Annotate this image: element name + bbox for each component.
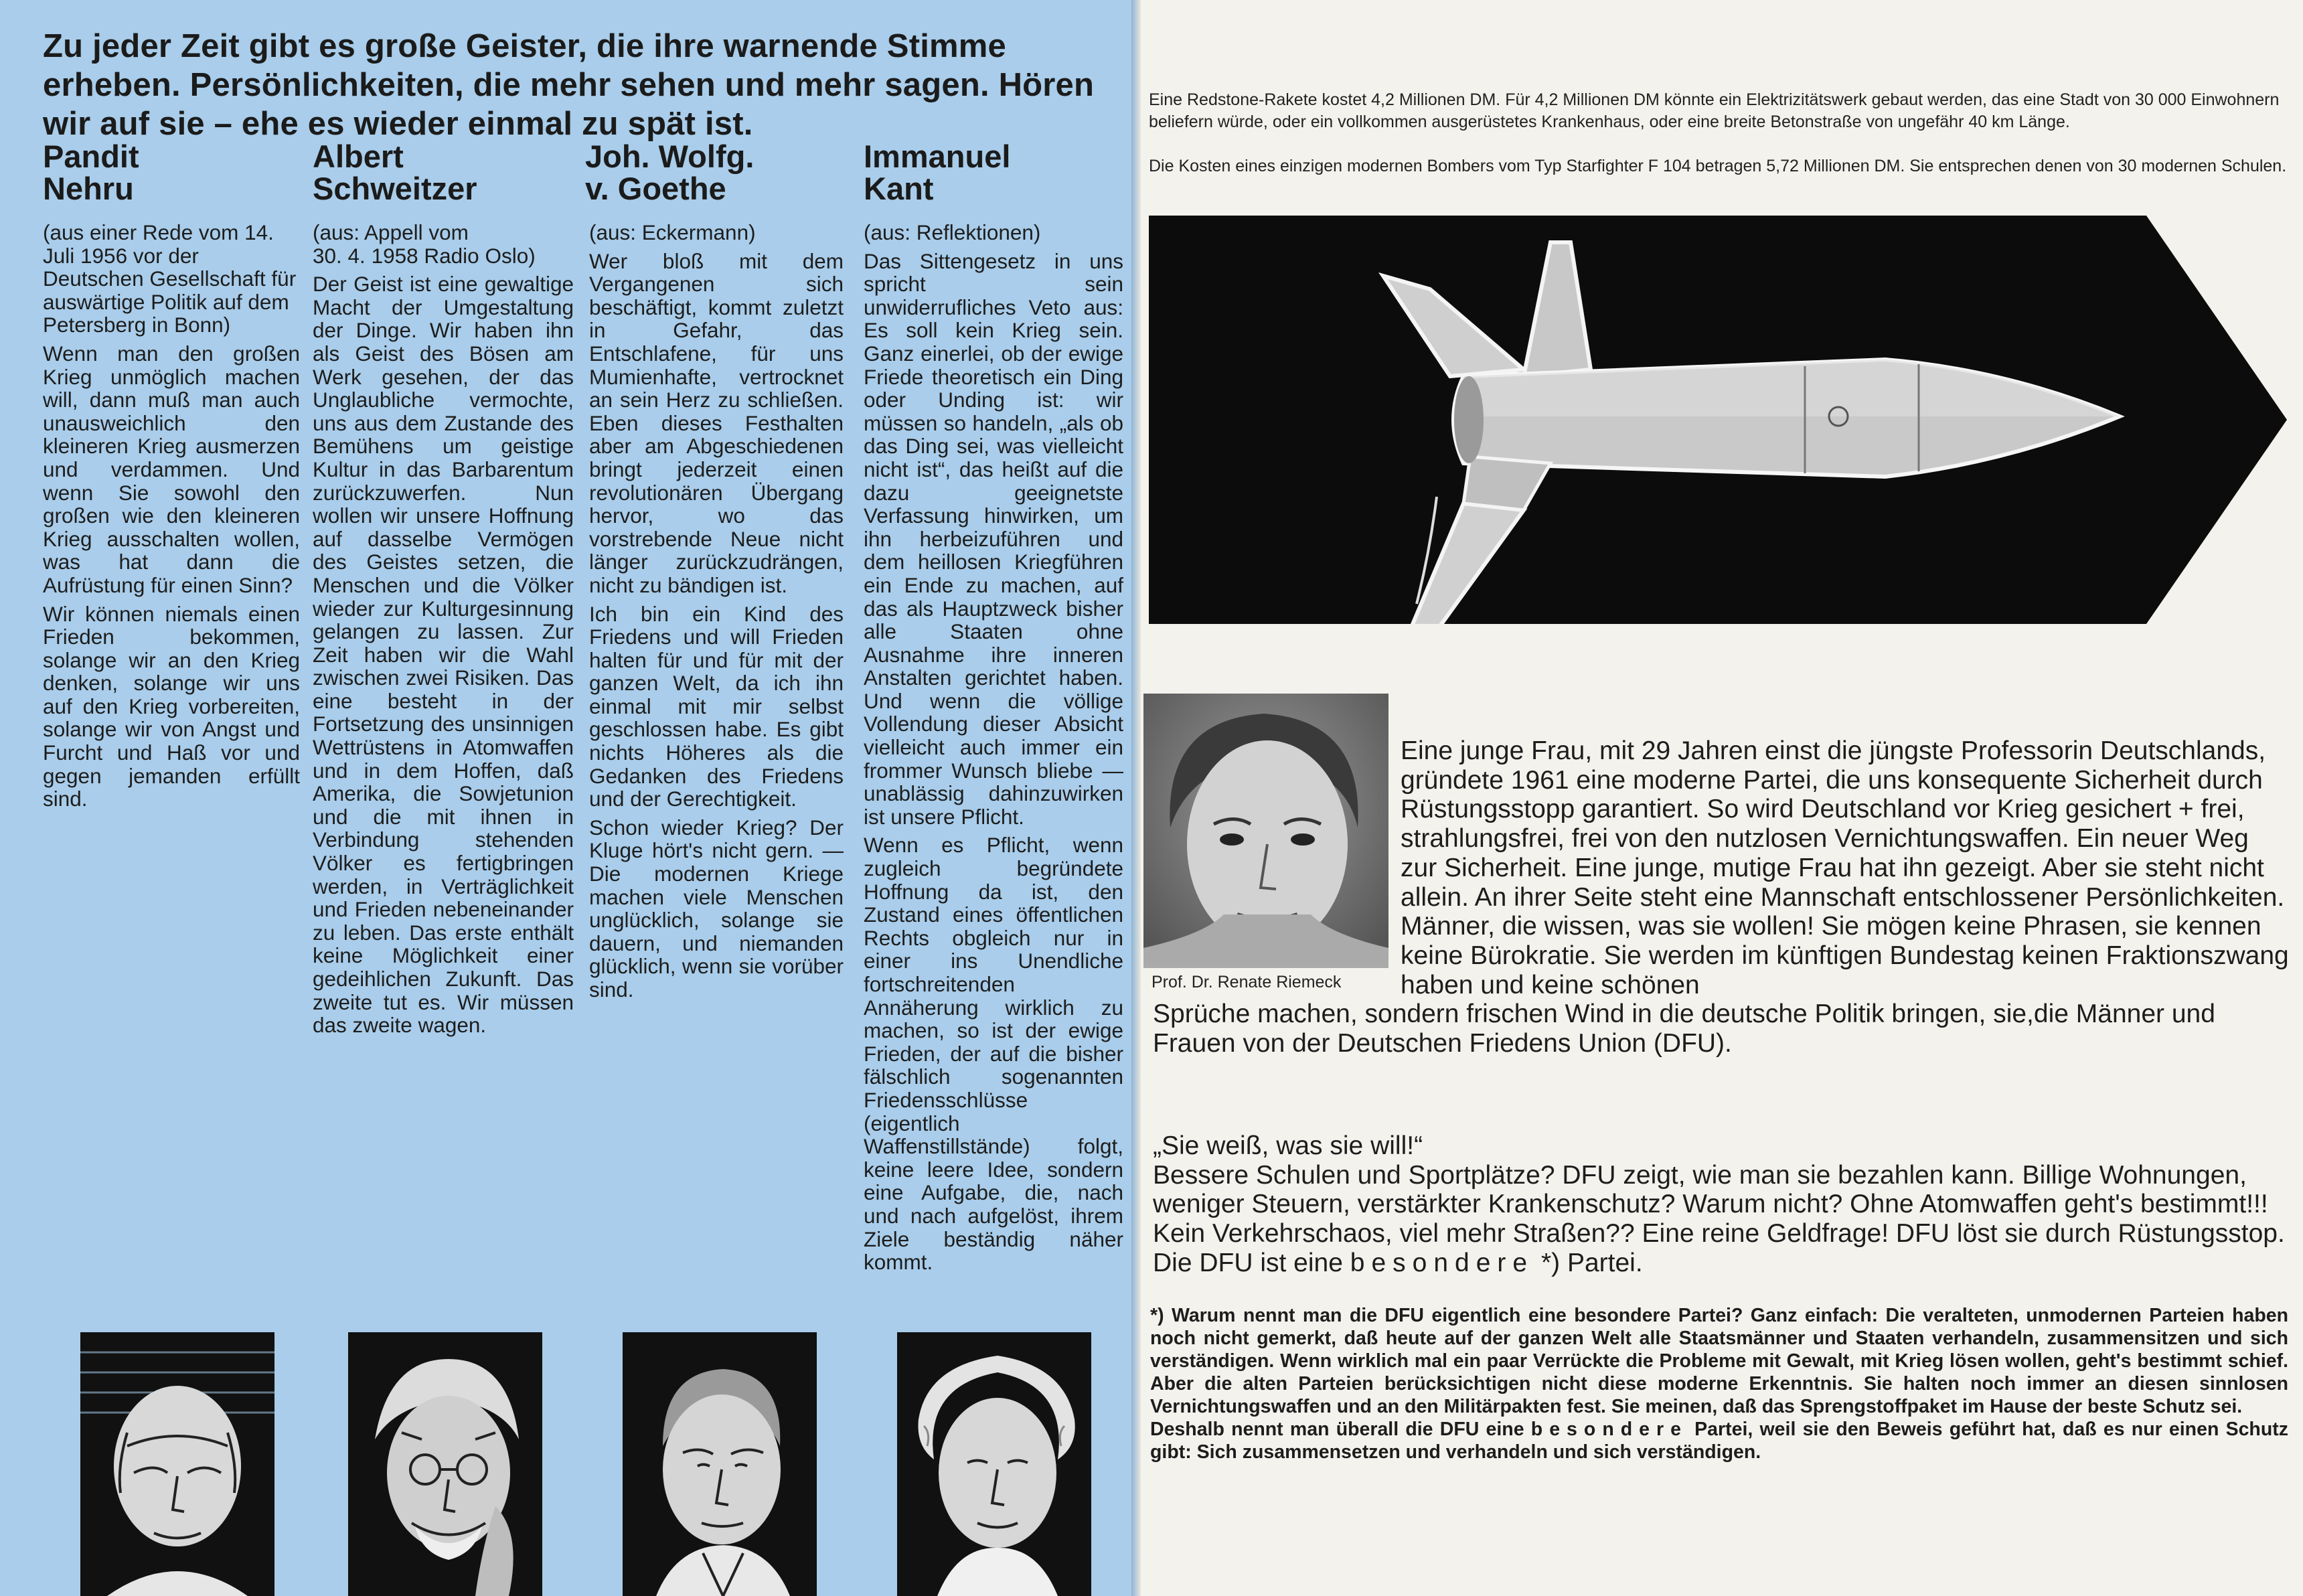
slogan-block — [1153, 1131, 2291, 1278]
source-nehru: (aus einer Rede vom 14. Juli 1956 vor der Deutschen Gesellschaft für auswärtige Politik auf dem Petersberg in Bonn) — [43, 220, 297, 337]
quote-paragraph: Wer bloß mit dem Vergangenen sich beschäftigt, kommt zuletzt in Gefahr, das Entschlafene, für uns Mumienhafte, vertrocknet an sein Herz zu schließen. Eben dieses Festhalten aber am Abgeschiedenen bringt jederzeit einen revolutionären Übergang hervor, wo das vorstrebende Neue nicht länger zurückzudrängen, nicht zu bändigen ist. — [589, 248, 844, 597]
author-kant: Immanuel Kant — [864, 139, 1011, 206]
quote-paragraph: Ich bin ein Kind des Friedens und will Frieden halten für und für mit der ganzen Welt, da ich ihn einmal mit mir selbst geschlossen habe. Es gibt nichts Höheres als die Gedanken des Friedens und der Gerechtigkeit. — [589, 601, 844, 811]
portrait-kant-icon — [897, 1332, 1091, 1596]
column-kant — [864, 221, 1123, 1279]
quote-paragraph: Wenn es Pflicht, wenn zugleich begründete Hoffnung da ist, den Zustand eines öffentlichen Rechts obgleich nur in einer ins Unendliche fortschreitenden Annäherung wirklich zu machen, so ist der ewige Frieden, der auf die bisher fälschlich sogenannten Friedensschlüsse (eigentlich Waffenstillstände) folgt, keine leere Idee, sondern eine Aufgabe, die, nach und nach aufgelöst, ihrem Ziele beständig näher kommt. — [864, 833, 1123, 1275]
caption-paragraph: Die Kosten eines einzigen modernen Bombers vom Typ Starfighter F 104 betragen 5,72 Millionen DM. Sie entsprechen denen von 30 modernen Schulen. — [1149, 157, 2287, 175]
quote-paragraph: Schon wieder Krieg? Der Kluge hört's nicht gern. — Die modernen Kriege machen viele Menschen unglücklich, solange sie dauern, und niemanden glücklich, wenn sie vorüber sind. — [589, 815, 844, 1002]
source-schweitzer: (aus: Appell vom 30. 4. 1958 Radio Oslo) — [313, 220, 536, 268]
footnote — [1150, 1304, 2288, 1463]
main-text-intro: Eine junge Frau, mit 29 Jahren einst die jüngste Professorin Deutschlands, gründete 1961 eine moderne Partei, die uns konsequente Sicherheit durch Rüstungsstopp garantiert. So wird Deutschland vor Krieg gesichert + frei, strahlungsfrei, frei von den nutzlosen Vernichtungswaffen. Ein neuer Weg zur Sicherheit. Eine junge, mutige Frau hat ihn gezeigt. Aber sie steht nicht allein. An ihrer Seite steht eine Mannschaft entschlossener Persönlichkeiten. Männer, die wissen, was sie wollen! Sie mögen keine Phrasen, sie kennen keine Bürokratie. Sie werden im künftigen Bundestag keinen Fraktionszwang haben und keine schönen — [1401, 736, 2289, 1000]
column-schweitzer — [313, 221, 574, 1042]
slogan-last-prefix: Die DFU ist eine — [1153, 1248, 1343, 1277]
portrait-schweitzer-icon — [348, 1332, 542, 1596]
portrait-nehru-icon — [80, 1332, 274, 1596]
main-text-rest: Sprüche machen, sondern frischen Wind in die deutsche Politik bringen, sie,die Männer und Frauen von der Deutschen Friedens Union (DFU). — [1153, 1000, 2215, 1058]
author-nehru: Pandit Nehru — [43, 139, 139, 206]
slogan-last-line — [1153, 1249, 2291, 1278]
column-goethe — [589, 221, 844, 1007]
column-nehru — [43, 221, 300, 816]
rocket-cost-caption — [1149, 67, 2300, 200]
source-kant: (aus: Reflektionen) — [864, 220, 1041, 244]
author-goethe: Joh. Wolfg. v. Goethe — [585, 139, 755, 206]
portrait-photo-riemeck-icon — [1143, 694, 1388, 968]
footnote-last-prefix: Deshalb nennt man überall die DFU eine — [1150, 1419, 1524, 1440]
quote-paragraph: Das Sittengesetz in uns spricht sein unwiderrufliches Veto aus: Es soll kein Krieg sein. Ganz einerlei, ob der ewige Friede theoretisch ein Ding oder Unding ist: wir müssen so handeln, „als ob das Ding sei, was vielleicht nicht ist“, das heißt auf die dazu geeignetste Verfassung hinwirken, um ihn herbeizuführen und dem heillosen Kriegführen ein Ende zu machen, auf das als Hauptzweck bisher alle Staaten ohne Ausnahme ihre inneren Anstalten gerichtet haben. Und wenn die völlige Vollendung dieser Absicht vielleicht auch immer ein frommer Wunsch bliebe — unablässig dahinzuwirken ist unsere Pflicht. — [864, 248, 1123, 829]
quote-paragraph: Wenn man den großen Krieg unmöglich machen will, dann muß man auch unausweichlich den kleineren Krieg ausmerzen und verdammen. Und wenn Sie sowohl den großen wie den kleineren Krieg ausschalten wollen, was hat dann die Aufrüstung für einen Sinn? — [43, 341, 300, 597]
slogan-body: Bessere Schulen und Sportplätze? DFU zeigt, wie man sie bezahlen kann. Billige Wohnungen, weniger Steuern, verstärkter Krankenschutz? Warum nicht? Ohne Atomwaffen geht's bestimmt!!! Kein Verkehrschaos, viel mehr Straßen?? Eine reine Geldfrage! DFU löst sie durch Rüstungsstop. — [1153, 1160, 2285, 1249]
footnote-last-suffix: Partei, weil sie den Beweis geführt hat, daß es nur einen Schutz gibt: Sich zusammensetzen und verhandeln und sich verständigen. — [1150, 1419, 2288, 1463]
caption-paragraph: Eine Redstone-Rakete kostet 4,2 Millionen DM. Für 4,2 Millionen DM könnte ein Elektrizitätswerk gebaut werden, das eine Stadt von 30 000 Einwohnern beliefern würde, oder ein vollkommen ausgerüstetes Krankenhaus, oder eine breite Betonstraße von ungefähr 40 km Länge. — [1149, 90, 2280, 131]
source-goethe: (aus: Eckermann) — [589, 220, 756, 244]
footnote-main: *) Warum nennt man die DFU eigentlich eine besondere Partei? Ganz einfach: Die veralteten, unmodernen Parteien haben noch nicht gemerkt, daß heute auf der ganzen Welt alle Staatsmänner und Staaten verhandeln, zusammensitzen und sich verständigen. Wenn wirklich mal ein paar Verrückte die Probleme mit Gewalt, mit Krieg lösen wollen, geht's bestimmt schief. Aber die alten Parteien berücksichtigen nicht diese moderne Erkenntnis. Sie halten noch immer an diesen sinnlosen Vernichtungswaffen und an den Militärpakten fest. Sie meinen, daß das Sprengstoffpaket im Hause der beste Schutz sei. — [1150, 1305, 2288, 1417]
slogan-last-suffix: *) Partei. — [1540, 1248, 1643, 1277]
headline: Zu jeder Zeit gibt es große Geister, die ihre warnende Stimme erheben. Persönlichkeiten, die mehr sehen und mehr sagen. Hören wir auf sie – ehe es wieder einmal zu spät ist. — [43, 28, 1095, 142]
quote-paragraph: Wir können niemals einen Frieden bekommen, solange wir an den Krieg denken, solange wir uns auf den Krieg vorbereiten, solange wir von Angst und Furcht und Haß vor und gegen jemanden erfüllt sind. — [43, 601, 300, 811]
page-fold — [1131, 0, 1141, 1596]
footnote-last-line — [1150, 1418, 2288, 1463]
slogan-quote: „Sie weiß, was sie will!“ — [1153, 1131, 1423, 1160]
author-schweitzer: Albert Schweitzer — [313, 139, 477, 206]
rocket-image-icon — [1149, 216, 2287, 624]
photo-caption: Prof. Dr. Renate Riemeck — [1152, 973, 1342, 991]
footnote-last-spaced: besondere — [1530, 1419, 1688, 1440]
portrait-goethe-icon — [623, 1332, 817, 1596]
slogan-last-spaced: besondere — [1350, 1248, 1534, 1277]
quote-paragraph: Der Geist ist eine gewaltige Macht der Umgestaltung der Dinge. Wir haben ihn als Geist des Bösen am Werk gesehen, der das Unglaubliche vermochte, uns aus dem Zustande des Bemühens um geistige Kultur in das Barbarentum zurückzuwerfen. Nun wollen wir unsere Hoffnung auf dasselbe Vermögen des Geistes setzen, die Menschen und die Völker wieder zur Kulturgesinnung gelangen zu lassen. Zur Zeit haben wir die Wahl zwischen zwei Risiken. Das eine besteht in der Fortsetzung des unsinnigen Wettrüstens in Atomwaffen und in dem Hoffen, daß Amerika, die Sowjetunion und die mit ihnen in Verbindung stehenden Völker es fertigbringen werden, in Verträglichkeit und Frieden nebeneinander zu leben. Das erste enthält keine Möglichkeit einer gedeihlichen Zukunft. Das zweite tut es. Wir müssen das zweite wagen. — [313, 272, 574, 1038]
left-page — [0, 0, 1131, 1596]
